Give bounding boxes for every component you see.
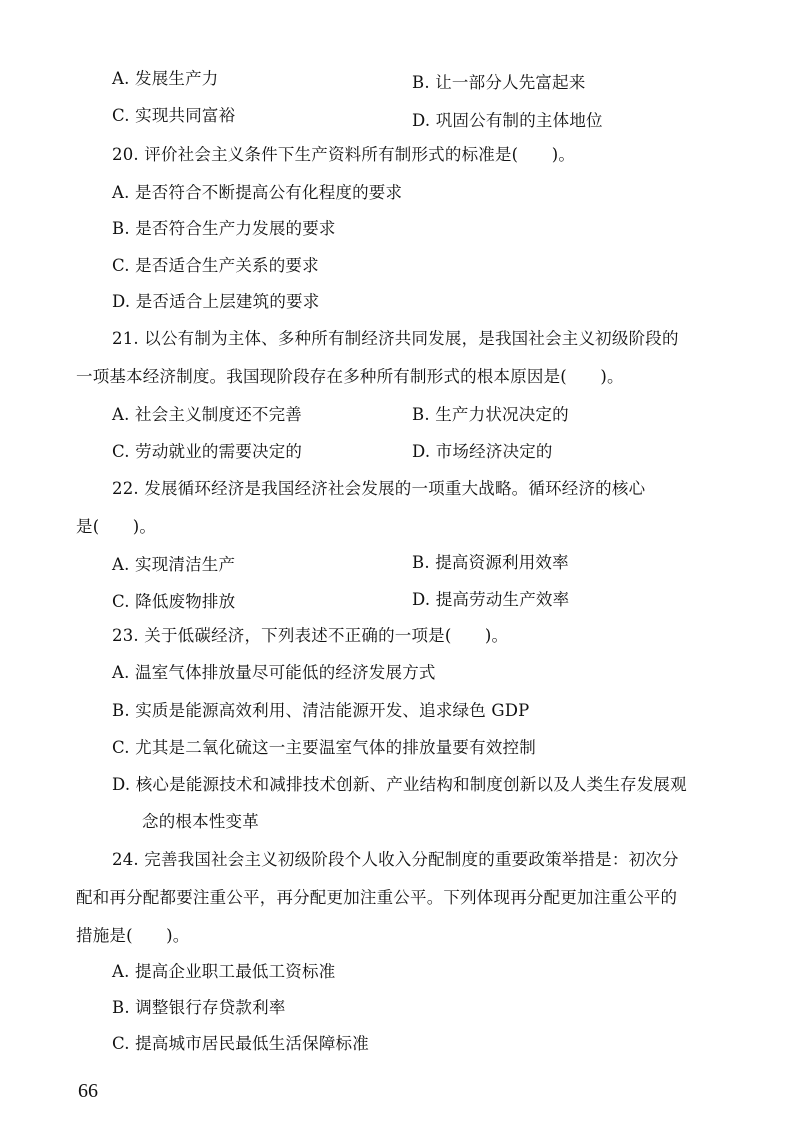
q21-option-c: C. 劳动就业的需要决定的 (112, 442, 303, 461)
q23-option-a: A. 温室气体排放量尽可能低的经济发展方式 (112, 663, 436, 682)
q21-option-b: B. 生产力状况决定的 (412, 405, 569, 424)
q20-option-b: B. 是否符合生产力发展的要求 (112, 219, 336, 238)
q20-option-d: D. 是否适合上层建筑的要求 (112, 292, 320, 311)
q21-option-a: A. 社会主义制度还不完善 (112, 405, 303, 424)
q19-option-d: D. 巩固公有制的主体地位 (412, 111, 603, 130)
q24-stem-line2: 配和再分配都要注重公平，再分配更加注重公平。下列体现再分配更加注重公平的 (76, 888, 678, 907)
q24-option-a: A. 提高企业职工最低工资标准 (112, 962, 336, 981)
q20-option-c: C. 是否适合生产关系的要求 (112, 256, 319, 275)
q23-option-c: C. 尤其是二氧化硫这一主要温室气体的排放量要有效控制 (112, 738, 536, 757)
q24-stem-line3: 措施是( )。 (76, 926, 190, 945)
page-number: 66 (78, 1080, 98, 1102)
q21-stem-line2: 一项基本经济制度。我国现阶段存在多种所有制形式的根本原因是( )。 (76, 367, 624, 386)
q23-option-b: B. 实质是能源高效利用、清洁能源开发、追求绿色 GDP (112, 701, 530, 720)
q22-option-c: C. 降低废物排放 (112, 592, 236, 611)
q21-stem-line1: 21. 以公有制为主体、多种所有制经济共同发展，是我国社会主义初级阶段的 (112, 329, 679, 348)
q22-option-a: A. 实现清洁生产 (112, 555, 236, 574)
q22-option-b: B. 提高资源利用效率 (412, 553, 569, 572)
q24-option-c: C. 提高城市居民最低生活保障标准 (112, 1034, 369, 1053)
q22-stem-line1: 22. 发展循环经济是我国经济社会发展的一项重大战略。循环经济的核心 (112, 479, 646, 498)
q19-option-a: A. 发展生产力 (112, 69, 219, 88)
q20-option-a: A. 是否符合不断提高公有化程度的要求 (112, 183, 403, 202)
q23-stem: 23. 关于低碳经济，下列表述不正确的一项是( )。 (112, 626, 509, 645)
q19-option-c: C. 实现共同富裕 (112, 106, 236, 125)
q20-stem: 20. 评价社会主义条件下生产资料所有制形式的标准是( )。 (112, 145, 576, 164)
q21-option-d: D. 市场经济决定的 (412, 442, 553, 461)
q22-option-d: D. 提高劳动生产效率 (412, 590, 570, 609)
q24-stem-line1: 24. 完善我国社会主义初级阶段个人收入分配制度的重要政策举措是：初次分 (112, 850, 679, 869)
q19-option-b: B. 让一部分人先富起来 (412, 73, 586, 92)
q23-option-d-line2: 念的根本性变革 (142, 812, 259, 831)
q24-option-b: B. 调整银行存贷款利率 (112, 998, 286, 1017)
q22-stem-line2: 是( )。 (76, 517, 157, 536)
q23-option-d-line1: D. 核心是能源技术和减排技术创新、产业结构和制度创新以及人类生存发展观 (112, 775, 687, 794)
